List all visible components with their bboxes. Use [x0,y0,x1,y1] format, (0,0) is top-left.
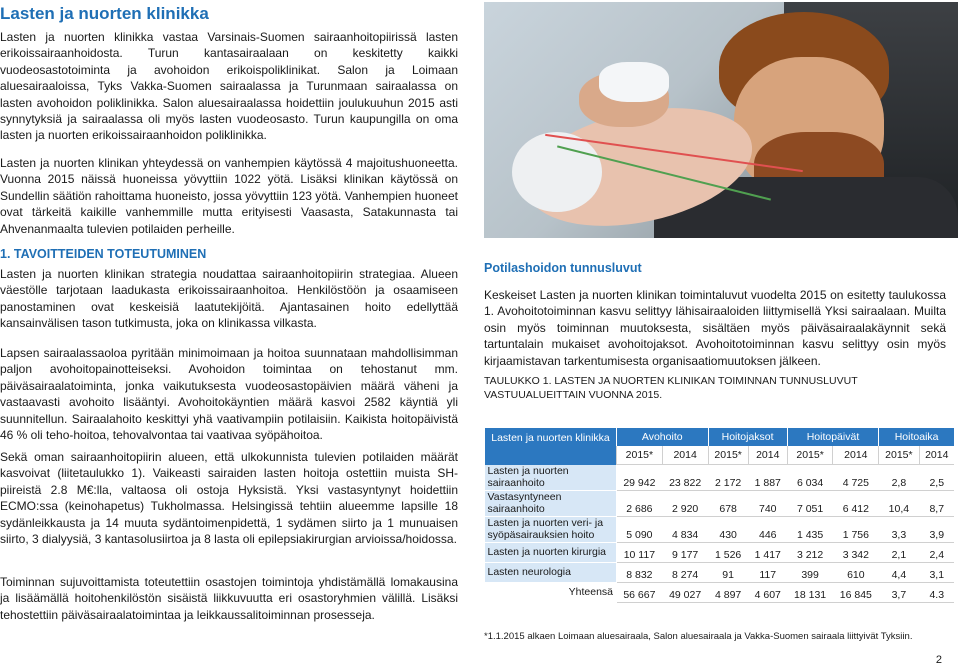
table-cell: 18 131 [787,582,833,602]
table-cell: 678 [708,490,748,516]
patient-care-heading: Potilashoidon tunnusluvut [484,261,642,275]
table-cell: 1 887 [748,465,787,491]
table-cell: 740 [748,490,787,516]
operations-paragraph: Toiminnan sujuvoittamista toteutettiin osastojen toimintoja yhdistämällä lomakausina ja lisäämällä hoitohenkilöstön sisäistä liikkuvuutta eri osastoryhmien välillä. Lisäksi tehostettiin päiväsairaalatoimintaa ja leikkaussalitoiminnan prosesseja. [0,575,458,622]
table-cell: 7 051 [787,490,833,516]
year-header: 2015* [617,446,663,465]
table-cell: 4,4 [879,562,919,582]
table-cell: 10,4 [879,490,919,516]
parent-rooms-paragraph: Lasten ja nuorten klinikan yhteydessä on vanhempien käytössä 4 majoitushuoneetta. Vuonna 2015 näissä huoneissa yövyttiin 1022 yötä. Lisäksi klinikan käytössä on Sundellin säätiön rahoittama huoneisto, jossa yövyttiin 123 yötä. Vanhempien huoneet ovat tärkeitä kaikille vanhemmille mutta erityisesti Vaasasta, Satakunnasta tai Ahvenanmaalta tulevien potilaiden perheille. [0,156,458,236]
table-cell: 8 832 [617,562,663,582]
table-row [485,516,955,542]
page-title: Lasten ja nuorten klinikka [0,4,209,23]
table-cell: 4 834 [662,516,708,542]
table-cell: 2,1 [879,542,919,562]
table-cell: 2 920 [662,490,708,516]
year-header: 2015* [879,446,919,465]
table-cell: 3 212 [787,542,833,562]
table-cell: 2,5 [919,465,954,491]
table-cell: 91 [708,562,748,582]
table-cell: 3,1 [919,562,954,582]
row-label: Vastasyntyneen sairaanhoito [485,490,617,516]
table-cell: 2 172 [708,465,748,491]
table-cell: 10 117 [617,542,663,562]
group-header: Hoitopäivät [787,428,879,446]
table-cell: 23 822 [662,465,708,491]
table-caption: TAULUKKO 1. LASTEN JA NUORTEN KLINIKAN TOIMINNAN TUNNUSLUVUT VASTUUALUEITTAIN VUONNA 2015. [484,375,858,401]
table-row [485,582,955,602]
table-cell: 9 177 [662,542,708,562]
table-cell: 1 756 [833,516,879,542]
table-cell: 49 027 [662,582,708,602]
row-label: Yhteensä [485,582,617,602]
year-header: 2014 [748,446,787,465]
table-cell: 4 725 [833,465,879,491]
table-cell: 3,3 [879,516,919,542]
right-column [484,0,960,666]
row-label: Lasten ja nuorten kirurgia [485,542,617,562]
table-cell: 5 090 [617,516,663,542]
section-heading: 1. TAVOITTEIDEN TOTEUTUMINEN [0,247,207,261]
table-cell: 2,4 [919,542,954,562]
table-cell: 3 342 [833,542,879,562]
year-header: 2015* [708,446,748,465]
table-cell: 3,7 [879,582,919,602]
group-header: Avohoito [617,428,709,446]
table-cell: 8 274 [662,562,708,582]
table-cell: 6 034 [787,465,833,491]
table-cell: 4 607 [748,582,787,602]
year-header: 2014 [833,446,879,465]
table-cell: 117 [748,562,787,582]
table-cell: 430 [708,516,748,542]
table-footnote: *1.1.2015 alkaen Loimaan aluesairaala, Salon aluesairaala ja Vakka-Suomen sairaala liittyivät Tyksiin. [484,631,913,642]
row-label: Lasten ja nuorten sairaanhoito [485,465,617,491]
table-cell: 1 417 [748,542,787,562]
table-cell: 1 435 [787,516,833,542]
patients-paragraph: Sekä oman sairaanhoitopiirin alueen, että ulkokunnista tulevien potilaiden määrät kasvoivat (liitetaulukko 1). Vaikeasti sairaiden lasten hoitoja ostettiin muista SH-piireistä 2.8 M€:lla, valtaosa oli ostoja Hyksistä. Yksi vastasyntynyt hoidettiin ECMO:ssa (keinohapetus) Tukholmassa. Helsingissä tehtiin alueemme lapsille 18 sydänleikkausta ja 14 muuta sydäntoimenpidettä, 1 sydämen siirto ja 1 munuaisen siirto, 3 dialyysiä, 3 kantasolusiirtoa ja 8 lasta oli epilepsiakirurgian arvioissa/hoidossa. [0,450,458,547]
group-header: Hoitoaika [879,428,954,446]
table-cell: 610 [833,562,879,582]
table-row [485,542,955,562]
table-cell: 4 897 [708,582,748,602]
table-row [485,490,955,516]
table-row [485,562,955,582]
table-row [485,465,955,491]
table-cell: 2,8 [879,465,919,491]
table-cell: 399 [787,562,833,582]
row-label: Lasten ja nuorten veri- ja syöpäsairauksien hoito [485,516,617,542]
table-cell: 2 686 [617,490,663,516]
year-header: 2014 [662,446,708,465]
table-corner-label: Lasten ja nuorten klinikka [485,428,617,465]
table-cell: 3,9 [919,516,954,542]
page-number: 2 [935,654,942,666]
table-cell: 29 942 [617,465,663,491]
statistics-table [484,428,954,603]
outpatient-paragraph: Lapsen sairaalassaoloa pyritään minimoimaan ja hoitoa suunnataan mahdollisimman paljon avohoitopainotteiseksi. Avohoidon toimintaa on tehostanut mm. päiväsairaalatoiminta, jonka vaikutuksesta vuodeosastopäivien määrä väheni ja vastaavasti avohoito lisääntyi. Avohoitokäyntien määrä kasvoi 2582 käyntiä yli suunnitellun. Sairaalahoito keskittyi yhä vaativampiin potilaisiin. Kaikista hoitopäivistä 46 % oli teho-hoitoa, tehovalvontaa tai vaativaa syöpähoitoa. [0,346,458,443]
group-header: Hoitojaksot [708,428,787,446]
intro-paragraph: Lasten ja nuorten klinikka vastaa Varsinais-Suomen sairaanhoitopiirissä lasten erikoissairaanhoidosta. Turun kantasairaalaan on keskitetty kaikki vuodeosastotoiminta ja avohoidon erikoispoliklinikat. Salon ja Loimaan aluesairaaloissa, Tyks Vakka-Suomen sairaalassa ja Turunmaan sairaalassa on lasten avohoidon poliklinikka. Salon aluesairaalassa hoidettiin joulukuuhun 2015 asti synnytyksiä ja sairaalassa oli myös lasten vuodeosasto. Turun kaupungilla on oma lasten ja nuorten erikoissairaanhoidon poliklinikka. [0,30,458,143]
table-cell: 446 [748,516,787,542]
table-cell: 8,7 [919,490,954,516]
photo-father-with-newborn-icon [484,2,958,238]
year-header: 2015* [787,446,833,465]
table-cell: 1 526 [708,542,748,562]
table-cell: 6 412 [833,490,879,516]
row-label: Lasten neurologia [485,562,617,582]
patient-care-paragraph: Keskeiset Lasten ja nuorten klinikan toimintaluvut vuodelta 2015 on esitetty taulukossa 1. Avohoitotoiminnan kasvu selittyy lähisairaaloiden liittymisellä Yksi sairaalaan. Muilta osin myös toiminnan muutoksesta, sisältäen myös päiväsairaalakäynnit sekä tartuntalain mukaiset avohoitojaksot. Avohoitotoiminnan kasvu selittyy osin myös kirjaamistavan tarkentumisesta organisaatiomuutoksen jälkeen. [484,288,946,368]
year-header: 2014 [919,446,954,465]
table-cell: 16 845 [833,582,879,602]
table-cell: 56 667 [617,582,663,602]
strategy-paragraph: Lasten ja nuorten klinikan strategia noudattaa sairaanhoitopiirin strategiaa. Alueen väestölle tarjotaan laadukasta erikoissairaanhoitoa. Henkilöstöön ja osaamiseen panostaminen ovat keskeisiä laatutekijöitä. Ajantasainen hoito edellyttää kansainvälisen tason tutkimusta, joka on klinikassa vilkasta. [0,267,458,331]
table-cell: 4.3 [919,582,954,602]
